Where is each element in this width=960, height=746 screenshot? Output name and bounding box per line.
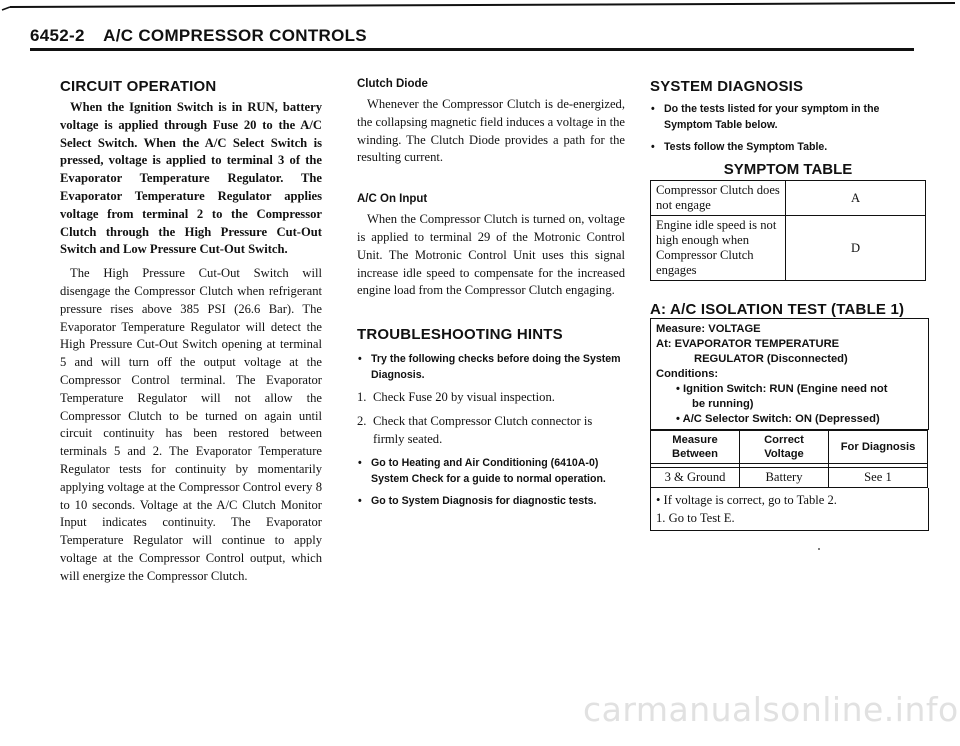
list-item: • Do the tests listed for your symptom in the Symptom Table below. (650, 101, 920, 133)
table-row (651, 468, 928, 488)
symptom-table (650, 180, 926, 281)
diagnosis-list (650, 101, 920, 155)
step-number: 2. (357, 413, 367, 428)
clutch-diode-text: Whenever the Compressor Clutch is de-energized, the collapsing magnetic field induces a voltage in the winding. The Clutch Diode provides a path for the resulting current. (357, 97, 625, 165)
circuit-paragraph-2: The High Pressure Cut-Out Switch will disengage the Compressor Clutch when refrigerant pressure rises above 385 PSI (26.6 Bar). The Evaporator Temperature Regulator will detect the High Pressure Cut-Out Switch opening at terminal 5 and will turn off the output voltage at the Compressor Control terminal. The Evaporator Temperature Regulator will not allow the Compressor Clutch to be turned on again until circuit continuity has been restored between terminals 5 and 2. The Evaporator Temperature Regulator tests for continuity by momentarily applying voltage at the Compressor Control every 8 to 10 seconds. Voltage at the A/C Clutch Monitor Input indicates continuity. The Evaporator Temperature Regulator will continue to apply voltage at the Compressor Control output, which will energize the Compressor Clutch. (60, 266, 322, 583)
header-for-diagnosis: For Diagnosis (829, 431, 928, 464)
page-title: A/C COMPRESSOR CONTROLS (103, 26, 367, 45)
clutch-diode-heading: Clutch Diode (357, 78, 428, 90)
page-number: 6452-2 (30, 26, 85, 45)
watermark-text: carmanualsonline.info (583, 690, 959, 729)
hints-list-a (357, 351, 625, 383)
list-item (357, 413, 625, 449)
list-item: • Go to Heating and Air Conditioning (6410A-0) System Check for a guide to normal operation. (357, 455, 625, 487)
ac-on-input-text: When the Compressor Clutch is turned on, voltage is applied to terminal 29 of the Motronic Control Unit. The Motronic Control Unit uses this signal increase idle speed to compensate for the increased engine load from the Compressor Clutch engaging. (357, 212, 625, 298)
condition-1-cont: be running) (692, 398, 754, 410)
hints-list-b (357, 455, 625, 509)
page-header (30, 26, 367, 46)
circuit-paragraph-1: When the Ignition Switch is in RUN, battery voltage is applied through Fuse 20 to the A/C Select Switch. When the A/C Select Switch is pressed, voltage is applied to terminal 3 of the Evaporator Temperature Regulator. The Evaporator Temperature Regulator applies voltage from terminal 2 to the Compressor Clutch through the High Pressure Cut-Out Switch and Low Pressure Cut-Out Switch. (60, 100, 322, 257)
footnote-2: 1. Go to Test E. (656, 511, 735, 525)
condition-1: • Ignition Switch: RUN (Engine need not (676, 383, 888, 395)
column-clutch-hints (357, 78, 625, 515)
header-measure-between: Measure Between (651, 431, 740, 464)
chart-cell: D (786, 216, 926, 281)
stray-dot (818, 548, 820, 550)
for-diagnosis-value: See 1 (829, 468, 928, 488)
symptom-cell: Compressor Clutch does not engage (651, 181, 786, 216)
step-number: 1. (357, 390, 367, 405)
table-header-row (651, 431, 928, 464)
measure-label: Measure: VOLTAGE (656, 323, 761, 335)
table-row (651, 181, 926, 216)
troubleshooting-heading: TROUBLESHOOTING HINTS (357, 326, 563, 344)
list-item: • Go to System Diagnosis for diagnostic tests. (357, 493, 625, 509)
symptom-cell: Engine idle speed is not high enough when Compressor Clutch engages (651, 216, 786, 281)
isolation-test-heading: A: A/C ISOLATION TEST (TABLE 1) (650, 301, 905, 318)
hints-steps (357, 389, 625, 448)
at-label-cont: REGULATOR (Disconnected) (694, 353, 848, 365)
header-correct-voltage: Correct Voltage (740, 431, 829, 464)
step-text: Check that Compressor Clutch connector is firmly seated. (373, 413, 593, 446)
isolation-footnotes (650, 488, 929, 531)
at-label: At: EVAPORATOR TEMPERATURE (656, 338, 840, 350)
column-system-diagnosis (650, 78, 920, 531)
measure-between-value: 3 & Ground (651, 468, 740, 488)
top-rule-line (0, 0, 960, 14)
list-item: • Tests follow the Symptom Table. (650, 139, 920, 155)
table-row (651, 216, 926, 281)
conditions-label: Conditions: (656, 368, 719, 380)
isolation-conditions-box (650, 318, 929, 430)
system-diagnosis-heading: SYSTEM DIAGNOSIS (650, 78, 804, 95)
isolation-table (650, 430, 928, 488)
ac-on-input-heading: A/C On Input (357, 193, 428, 206)
footnote-1: • If voltage is correct, go to Table 2. (656, 493, 837, 507)
correct-voltage-value: Battery (740, 468, 829, 488)
chart-cell: A (786, 181, 926, 216)
circuit-operation-heading: CIRCUIT OPERATION (60, 78, 217, 95)
column-circuit-operation (60, 78, 322, 586)
header-rule (30, 48, 914, 51)
list-item: • Try the following checks before doing the System Diagnosis. (357, 351, 625, 383)
isolation-test (650, 301, 920, 531)
step-text: Check Fuse 20 by visual inspection. (373, 390, 555, 405)
list-item (357, 389, 625, 407)
condition-2: • A/C Selector Switch: ON (Depressed) (676, 413, 880, 425)
symptom-table-title: SYMPTOM TABLE (723, 161, 853, 178)
